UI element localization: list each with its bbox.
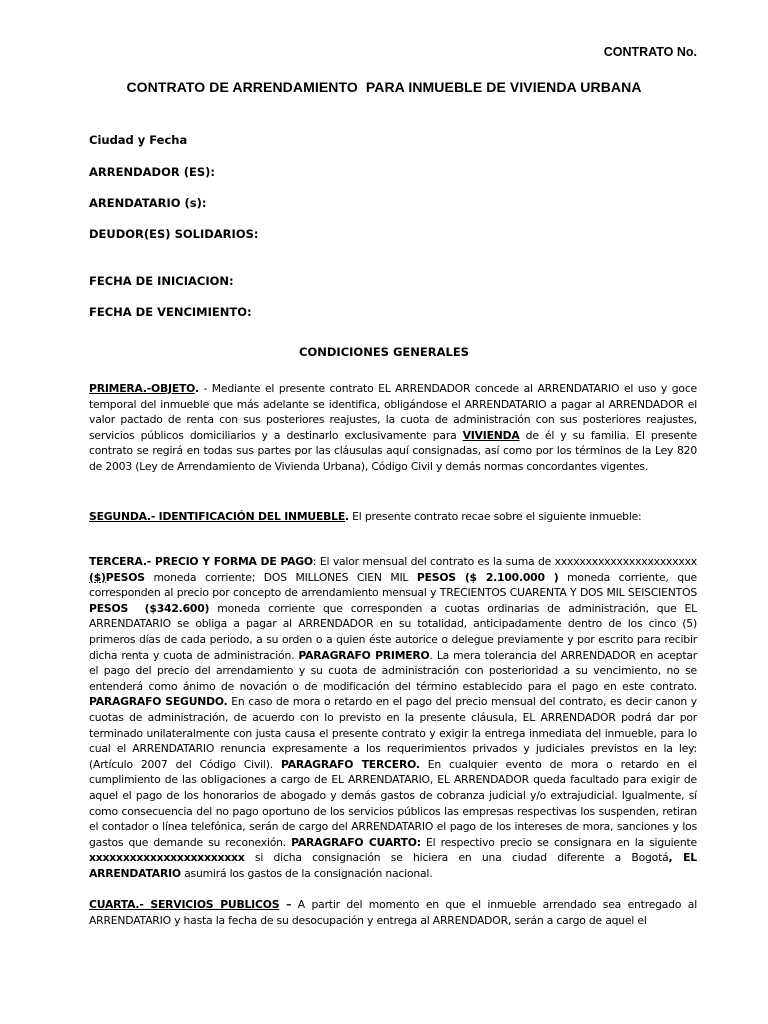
paragrafo-tercero-heading: PARAGRAFO TERCERO. — [281, 757, 420, 771]
clause-tercera-text: En caso de mora o retardo en el pago del precio mensual del contrato, es decir canon y cuotas de administración, de acuerdo con lo previsto en la presente cláusula, EL ARRENDADOR podrá dar por terminado unilateralmente con justa causa el presente contrato y exigir la entrega inmediata del inmueble, para lo cual el ARRENDATARIO renuncia expresamente a los requerimientos privados y judiciales previstos en la ley:(Artículo 2007 del Código Civil). — [89, 695, 697, 771]
clause-tercera-text: El respectivo precio se consignara en la siguiente — [420, 835, 697, 849]
field-arrendatario: ARENDATARIO (s): — [89, 196, 207, 210]
clause-tercera-bold: , EL ARRENDATARIO — [89, 851, 697, 880]
clause-primera — [89, 381, 697, 475]
paragrafo-segundo-heading: PARAGRAFO SEGUNDO. — [89, 695, 228, 709]
clause-primera-heading: PRIMERA.-OBJETO — [89, 382, 195, 395]
contract-number-label: CONTRATO No. — [603, 45, 697, 59]
clause-tercera-text: En cualquier evento de mora o retardo en el cumplimiento de las obligaciones a cargo de EL ARRENDATARIO, EL ARRENDADOR queda facultado para exigir de aquel el pago de los honorarios de abogado y demás gastos de cobranza judicial y/o extrajudicial. Igualmente, sí como consecuencia del no pago oportuno de los servicios públicos las empresas respectivas los suspenden, retiran el contador o línea telefónica, serán de cargo del ARRENDATARIO el pago de los intereses de mora, sanciones y los gastos que demande su reconexión. — [89, 757, 697, 849]
clause-primera-text-2: de él y su familia. El presente contrato se regirá en todas sus partes por las cláusulas aquí consignadas, así como por los términos de la Ley 820 de 2003 (Ley de Arrendamiento de Vivienda Urbana), Código Civil y demás normas concordantes vigentes. — [89, 428, 697, 473]
clause-tercera-text: moneda corriente; DOS MILLONES CIEN MIL — [144, 570, 417, 584]
field-fecha-vencimiento: FECHA DE VENCIMIENTO: — [89, 305, 252, 319]
clause-tercera-heading: TERCERA.- PRECIO Y FORMA DE PAGO — [89, 555, 313, 568]
field-deudor-solidarios: DEUDOR(ES) SOLIDARIOS: — [89, 227, 259, 241]
vivienda-term: VIVIENDA — [462, 428, 520, 442]
clause-primera-text-1: - Mediante el presente contrato EL ARRENDADOR concede al ARRENDATARIO el uso y goce temporal del inmueble que más adelante se identifica, obligándose el ARRENDATARIO a pagar al ARRENDADOR el valor pactado de renta con sus posteriores reajustes, la cuota de administración con sus posteriores reajustes, servicios públicos domiciliarios y a destinarlo exclusivamente para — [89, 382, 697, 442]
clause-tercera-text: moneda corriente que corresponden a cuotas ordinarias de administración, que EL ARRENDATARIO se obliga a pagar al ARRENDADOR en su totalidad, anticipadamente dentro de los cinco (5) primeros días de cada periodo, a su orden o a quien éste autorice o delegue previamente y por escrito para recibir dicha renta y cuota de administración. — [89, 601, 697, 662]
clause-tercera-text: moneda corriente, que corresponden al precio por concepto de arrendamiento mensual y TRECIENTOS CUARENTA Y DOS MIL SEISCIENTOS — [89, 570, 697, 600]
clause-segunda-heading: SEGUNDA.- IDENTIFICACIÓN DEL INMUEBLE — [89, 510, 346, 523]
clause-segunda — [89, 509, 697, 525]
clause-cuarta — [89, 897, 697, 928]
clause-tercera-bold: PESOS ($ 2.100.000 ) — [416, 570, 559, 584]
clause-cuarta-text: A partir del momento en que el inmueble arrendado sea entregado al ARRENDATARIO y hasta la fecha de su desocupación y entrega al ARRENDADOR, serán a cargo de aquel el — [89, 898, 697, 927]
clause-tercera-bold: PESOS — [105, 570, 145, 584]
paragrafo-primero-heading: PARAGRAFO PRIMERO — [298, 648, 430, 662]
account-placeholder: xxxxxxxxxxxxxxxxxxxxxxx — [89, 851, 245, 865]
field-arrendador: ARRENDADOR (ES): — [89, 165, 215, 179]
document-title: CONTRATO DE ARRENDAMIENTO PARA INMUEBLE DE VIVIENDA URBANA — [126, 79, 642, 95]
clause-primera-dot: . — [194, 382, 199, 395]
clause-cuarta-heading: CUARTA.- SERVICIOS PUBLICOS — [89, 898, 280, 911]
clause-segunda-dot: . — [345, 510, 349, 523]
clause-tercera-text: . La mera tolerancia del ARRENDADOR en aceptar el pago del precio del arrendamiento y su cuota de administración con posterioridad a su vencimiento, no se entenderá como ánimo de novación o de modificación del término establecido para el pago en este contrato. — [89, 648, 698, 693]
clause-tercera-text: si dicha consignación se hiciera en una ciudad diferente a Bogotá — [244, 851, 669, 865]
clause-cuarta-dash: – — [279, 898, 292, 911]
clause-tercera-text: asumirá los gastos de la consignación nacional. — [180, 866, 433, 880]
clause-tercera — [89, 554, 697, 881]
section-title: CONDICIONES GENERALES — [299, 345, 469, 359]
paragrafo-cuarto-heading: PARAGRAFO CUARTO: — [291, 835, 421, 849]
field-fecha-iniciacion: FECHA DE INICIACION: — [89, 274, 234, 288]
clause-tercera-bold: ($) — [89, 570, 106, 584]
clause-segunda-text: El presente contrato recae sobre el siguiente inmueble: — [348, 510, 642, 523]
field-ciudad-fecha: Ciudad y Fecha — [89, 133, 188, 147]
clause-tercera-text: : El valor mensual del contrato es la suma de xxxxxxxxxxxxxxxxxxxxxxx — [312, 555, 697, 568]
clause-tercera-bold: PESOS ($342.600) — [89, 601, 210, 615]
